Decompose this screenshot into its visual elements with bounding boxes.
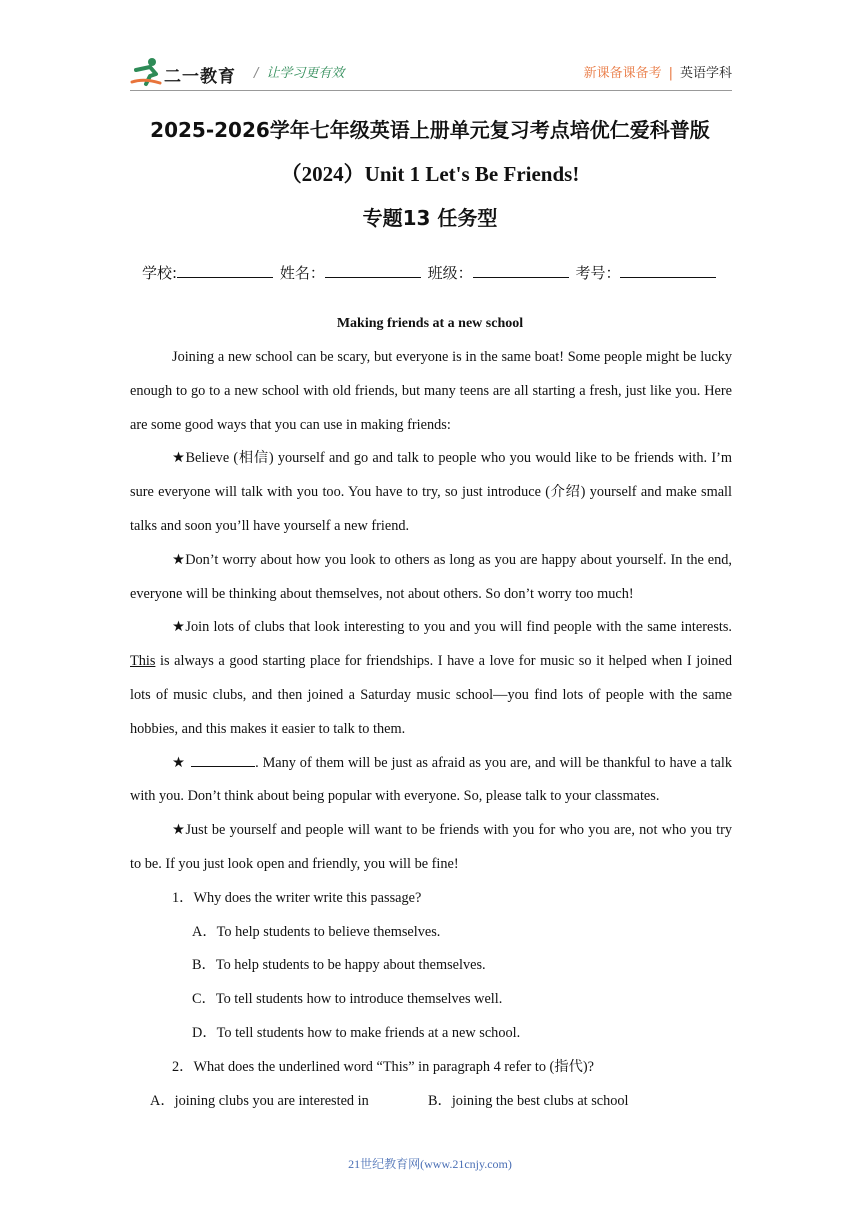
q2-option-b[interactable]: B．joining the best clubs at school bbox=[428, 1092, 629, 1109]
school-blank[interactable] bbox=[177, 263, 273, 278]
page-footer: 21世纪教育网(www.21cnjy.com) bbox=[348, 1157, 512, 1171]
doc-title-line3: 专题13 任务型 bbox=[362, 206, 498, 230]
header-divider bbox=[130, 90, 732, 91]
doc-title-line2: （2024）Unit 1 Let's Be Friends! bbox=[280, 162, 580, 186]
paragraph-3: ★Don’t worry about how you look to others as long as you are happy about yourself. In the end, everyone will be thinking about themselves, not about others. So don’t worry too much! bbox=[130, 551, 732, 602]
paragraph-6: ★Just be yourself and people will want to be friends with you for who you are, not who you try to be. If you just look open and friendly, you will be fine! bbox=[130, 822, 732, 872]
paragraph-5: ★ . Many of them will be just as afraid as you are, and will be thankful to have a talk with you. Don’t think about being popular with everyone. So, please talk to your classmates. bbox=[130, 754, 732, 805]
passage-title: Making friends at a new school bbox=[336, 316, 524, 331]
answer-blank[interactable] bbox=[191, 754, 255, 767]
logo-text: 二一教育 bbox=[164, 67, 236, 87]
passage-body bbox=[130, 341, 732, 1118]
q2-options bbox=[130, 1085, 732, 1119]
q1-option-d[interactable]: D．To tell students how to make friends at a new school. bbox=[192, 1024, 521, 1041]
question-2: 2．What does the underlined word “This” in paragraph 4 refer to (指代)? bbox=[172, 1058, 595, 1075]
question-1: 1．Why does the writer write this passage? bbox=[172, 889, 422, 906]
q1-option-a[interactable]: A．To help students to believe themselves. bbox=[192, 923, 441, 940]
slash-divider-icon: / bbox=[254, 66, 259, 81]
q1-option-c[interactable]: C．To tell students how to introduce themselves well. bbox=[192, 991, 503, 1008]
q2-option-a[interactable]: A．joining clubs you are interested in bbox=[150, 1092, 369, 1109]
class-blank[interactable] bbox=[473, 263, 569, 278]
paragraph-2: ★Believe (相信) yourself and go and talk to people who you would like to be friends with. I’m sure everyone will talk with you too. You have to try, so just introduce (介绍) yourself and make small talks and soon you’ll have yourself a new friend. bbox=[130, 450, 732, 534]
slogan: / 让学习更有效 bbox=[254, 66, 345, 81]
student-info-line: 学校: 姓名： 班级： 考号： bbox=[142, 262, 718, 283]
header-subject: 新课备课备考 | 英语学科 bbox=[583, 66, 732, 81]
underlined-this: This bbox=[130, 653, 156, 670]
paragraph-1: Joining a new school can be scary, but everyone is in the same boat! Some people might be lucky enough to go to a new school with old friends, but many teens are all starting a fresh, just like you. Here are some good ways that you can use in making friends: bbox=[130, 349, 732, 433]
logo bbox=[130, 56, 248, 88]
name-blank[interactable] bbox=[325, 263, 421, 278]
paragraph-4: ★Join lots of clubs that look interesting to you and you will find people with the same interests. This is always a good starting place for friendships. I have a love for music so it helped when I joined lots of music clubs, and then joined a Saturday music school—you find lots of people with the same hobbies, and this makes it easier to talk to them. bbox=[130, 619, 732, 737]
doc-title-line1: 2025-2026学年七年级英语上册单元复习考点培优仁爱科普版 bbox=[150, 118, 710, 142]
page-header bbox=[130, 54, 732, 90]
runner-logo-icon bbox=[130, 56, 164, 88]
number-blank[interactable] bbox=[620, 263, 716, 278]
q1-option-b[interactable]: B．To help students to be happy about themselves. bbox=[192, 957, 486, 974]
